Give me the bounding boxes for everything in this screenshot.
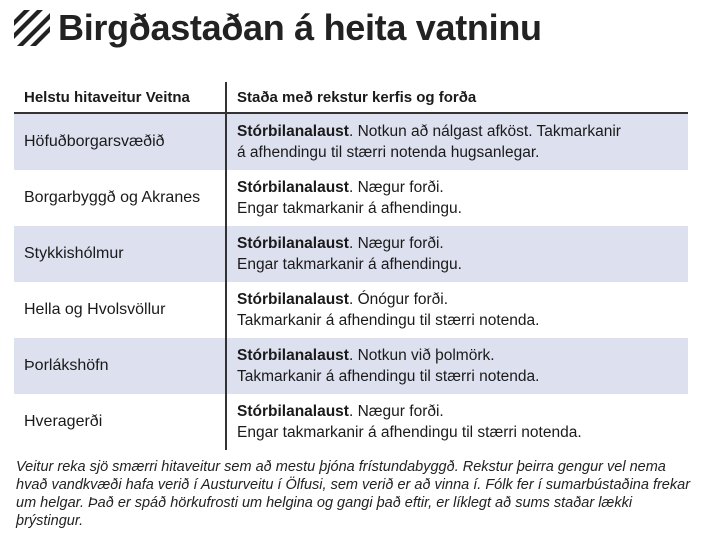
footnote: Veitur reka sjö smærri hitaveitur sem að mestu þjóna frístundabyggð. Rekstur þeirra gengur vel nema hvað vandkvæði hafa verið í Austurveitu í Ölfusi, sem verið er að vinna í. Fólk fer í sumarbústaðina frekar um helgar. Það er spáð hörkufrosti um helgina og gangi það eftir, er líklegt að sums staðar lækki þrýstingur. [16, 459, 691, 529]
header-area: Helstu hitaveitur Veitna [24, 88, 190, 106]
row-area: Borgarbyggð og Akranes [24, 189, 201, 206]
status-line1: . Nægur forði. [348, 235, 444, 252]
status-line1: . Notkun við þolmörk. [348, 347, 495, 364]
title-bar [14, 6, 542, 50]
row-status [225, 114, 688, 170]
row-status [225, 338, 688, 394]
row-area: Þorlákshöfn [24, 357, 109, 374]
status-line1: . Ónógur forði. [348, 291, 449, 308]
status-line2: á afhendingu til stærri notenda hugsanlegar. [237, 144, 540, 161]
status-line1: . Nægur forði. [348, 403, 444, 420]
table-row [14, 282, 688, 338]
status-bold: Stórbilanalaust [237, 123, 349, 140]
row-status [225, 282, 688, 338]
diagonal-stripes-icon [14, 10, 50, 46]
status-line1: . Notkun að nálgast afköst. Takmarkanir [348, 123, 621, 140]
status-bold: Stórbilanalaust [237, 403, 349, 420]
status-bold: Stórbilanalaust [237, 179, 349, 196]
page-title: Birgðastaðan á heita vatninu [58, 7, 542, 48]
table-row [14, 170, 688, 226]
row-area: Hveragerði [24, 413, 103, 430]
status-line2: Engar takmarkanir á afhendingu. [237, 256, 462, 273]
status-line2: Takmarkanir á afhendingu til stærri notenda. [237, 368, 540, 385]
row-area: Höfuðborgarsvæðið [24, 133, 165, 150]
status-bold: Stórbilanalaust [237, 291, 349, 308]
row-area: Hella og Hvolsvöllur [24, 301, 166, 318]
table-header [14, 82, 688, 114]
row-area: Stykkishólmur [24, 245, 124, 262]
status-line2: Takmarkanir á afhendingu til stærri notenda. [237, 312, 540, 329]
header-status: Staða með rekstur kerfis og forða [225, 82, 688, 112]
row-status [225, 394, 688, 450]
table-row [14, 394, 688, 450]
status-line1: . Nægur forði. [348, 179, 444, 196]
row-status [225, 226, 688, 282]
status-bold: Stórbilanalaust [237, 235, 349, 252]
status-line2: Engar takmarkanir á afhendingu. [237, 200, 462, 217]
status-bold: Stórbilanalaust [237, 347, 349, 364]
table-row [14, 338, 688, 394]
row-status [225, 170, 688, 226]
status-table [14, 82, 688, 450]
table-row [14, 114, 688, 170]
table-row [14, 226, 688, 282]
status-line2: Engar takmarkanir á afhendingu til stærri notenda. [237, 424, 582, 441]
